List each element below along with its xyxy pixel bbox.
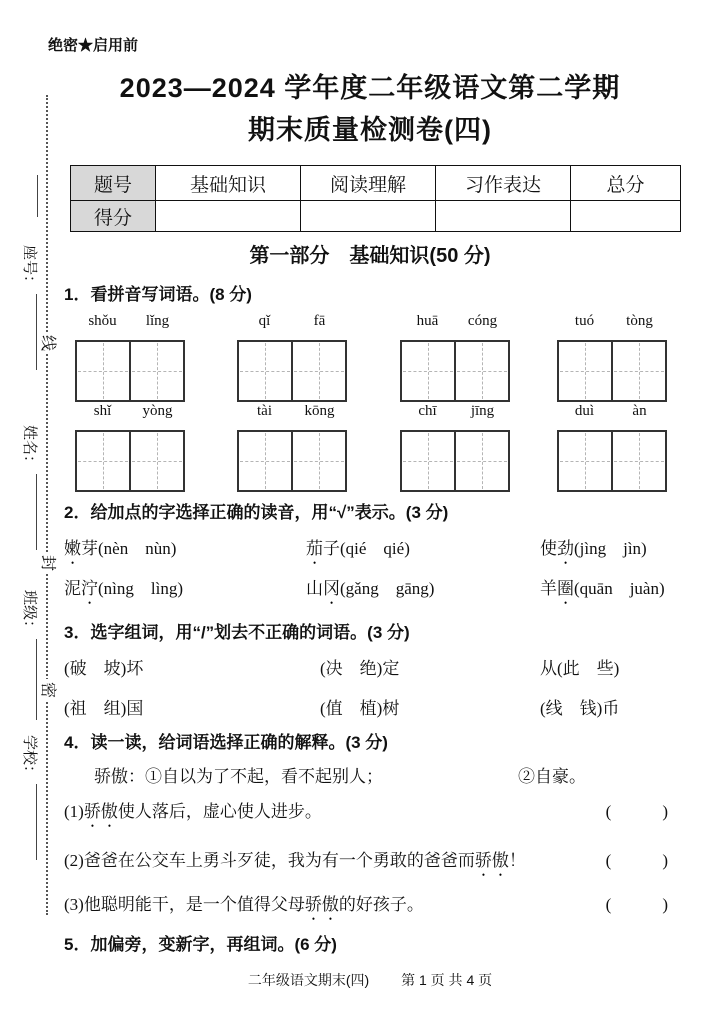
grid-cell (291, 342, 345, 400)
pinyin-syllable: chī (418, 403, 437, 419)
question-4-stem: 4．读一读，给词语选择正确的解释。(3 分) (64, 733, 388, 752)
name-label: 姓名： (21, 425, 37, 471)
writing-grid (400, 340, 510, 402)
writing-grid (237, 430, 347, 492)
dotted-char: 嫩 (64, 539, 81, 558)
page-footer (60, 970, 680, 990)
q2-option: 茄子(qié qié) (306, 539, 410, 558)
seat-number-label: 座号： (21, 245, 37, 291)
paper-title-line2: 期末质量检测卷(四) (248, 115, 492, 145)
class-label: 班级： (21, 590, 37, 636)
score-cell-total (571, 201, 681, 232)
pinyin-syllable: huā (416, 313, 439, 329)
grid-cell (611, 342, 665, 400)
pinyin-syllable: tài (257, 403, 272, 419)
dotted-char: 圈 (557, 579, 574, 598)
pinyin-pair (237, 403, 347, 420)
q4-sentence: (1)骄傲使人落后，虚心使人进步。 (64, 802, 322, 821)
pinyin-pair (237, 313, 347, 330)
q4-item (64, 846, 676, 880)
q2-option: 山冈(gǎng gāng) (306, 579, 435, 598)
grid-cell (402, 432, 454, 490)
grid-cell (239, 432, 291, 490)
grid-cell (559, 432, 611, 490)
writing-grid (400, 430, 510, 492)
q2-option: 泥泞(nìng lìng) (64, 579, 183, 598)
dotted-char: 茄 (306, 539, 323, 558)
pinyin-syllable: qǐ (258, 313, 271, 329)
answer-bracket: ( ) (605, 851, 668, 870)
q2-option: 使劲(jìng jìn) (540, 539, 647, 558)
pinyin-syllable: yòng (142, 403, 173, 419)
margin-field-name (18, 425, 40, 550)
q4-item (64, 890, 676, 924)
pinyin-syllable: fā (313, 313, 326, 329)
dotted-word: 骄傲 (474, 851, 509, 870)
q3-option: (破 坡)坏 (64, 659, 144, 678)
grid-cell (129, 342, 183, 400)
pinyin-pair (400, 313, 510, 330)
margin-field-class (18, 590, 40, 720)
q3-option: (祖 组)国 (64, 699, 144, 718)
q2-option: 嫩芽(nèn nùn) (64, 539, 177, 558)
pinyin-syllable: shǒu (88, 313, 117, 329)
grid-cell (77, 432, 129, 490)
paper-title-line1: 2023—2024 学年度二年级语文第二学期 (119, 73, 621, 103)
dotted-char: 劲 (557, 539, 574, 558)
pinyin-syllable: jīng (470, 403, 495, 419)
margin-lead-line (37, 175, 38, 217)
class-blank (18, 639, 37, 720)
seal-char-mi: 密 (36, 679, 58, 701)
q3-options-row (64, 694, 680, 719)
question-2-stem: 2．给加点的字选择正确的读音，用“√”表示。(3 分) (64, 503, 449, 522)
footer-paper-name: 二年级语文期末(四) (247, 972, 370, 988)
q4-definition-2: ②自豪。 (518, 767, 586, 786)
grid-cell (77, 342, 129, 400)
score-table-header-question: 题号 (71, 166, 156, 201)
score-table-header-reading: 阅读理解 (301, 166, 436, 201)
seal-dotted-line (46, 95, 48, 915)
writing-grid (75, 340, 185, 402)
dotted-char: 冈 (323, 579, 340, 598)
pinyin-pair (75, 403, 185, 420)
score-table-header-total: 总分 (571, 166, 681, 201)
writing-grid (557, 340, 667, 402)
grid-cell (454, 432, 508, 490)
q4-item (64, 797, 676, 831)
secrecy-label: 绝密★启用前 (48, 37, 139, 54)
grid-cell (402, 342, 454, 400)
q4-definition-1: 骄傲：①自以为了不起，看不起别人； (94, 767, 383, 786)
pinyin-syllable: lǐng (145, 313, 170, 329)
pinyin-syllable: àn (632, 403, 647, 419)
pinyin-pair (557, 313, 667, 330)
school-label: 学校： (21, 735, 37, 781)
q4-sentence: (3)他聪明能干，是一个值得父母骄傲的好孩子。 (64, 895, 424, 914)
score-table (70, 165, 681, 232)
pinyin-syllable: cóng (467, 313, 498, 329)
answer-bracket: ( ) (605, 895, 668, 914)
score-row-label: 得分 (71, 201, 156, 232)
q3-option: (决 绝)定 (320, 659, 400, 678)
pinyin-syllable: tuó (574, 313, 595, 329)
pinyin-pair (75, 313, 185, 330)
q2-option: 羊圈(quān juàn) (540, 579, 665, 598)
pinyin-syllable: duì (574, 403, 595, 419)
writing-grid (237, 340, 347, 402)
question-3-stem: 3．选字组词，用“/”划去不正确的词语。(3 分) (64, 623, 410, 642)
pinyin-pair (557, 403, 667, 420)
score-table-header-writing: 习作表达 (436, 166, 571, 201)
writing-grid (557, 430, 667, 492)
section-1-title: 第一部分 基础知识(50 分) (249, 245, 491, 267)
pinyin-syllable: tòng (626, 313, 653, 329)
q2-options-row (64, 534, 680, 568)
grid-cell (291, 432, 345, 490)
grid-cell (611, 432, 665, 490)
q2-options-row (64, 574, 680, 608)
grid-cell (454, 342, 508, 400)
pinyin-pair (400, 403, 510, 420)
dotted-char: 泞 (81, 579, 98, 598)
grid-cell (129, 432, 183, 490)
dotted-word: 骄傲 (304, 895, 339, 914)
q3-option: (值 植)树 (320, 699, 400, 718)
school-blank (18, 784, 37, 860)
q3-option: (线 钱)币 (540, 699, 620, 718)
writing-grid (75, 430, 185, 492)
score-cell-reading (301, 201, 436, 232)
footer-page-info: 第 1 页 共 4 页 (401, 972, 493, 988)
seal-char-feng: 封 (36, 552, 58, 574)
score-cell-basics (156, 201, 301, 232)
question-1-stem: 1．看拼音写词语。(8 分) (64, 285, 252, 304)
q4-sentence: (2)爸爸在公交车上勇斗歹徒，我为有一个勇敢的爸爸而骄傲！ (64, 851, 526, 870)
dotted-word: 骄傲 (83, 802, 118, 821)
pinyin-syllable: kōng (304, 403, 335, 419)
score-table-header-basics: 基础知识 (156, 166, 301, 201)
seat-number-blank (18, 294, 37, 370)
margin-field-seat-number (18, 245, 40, 370)
grid-cell (239, 342, 291, 400)
q3-option: 从(此 些) (540, 659, 620, 678)
margin-field-school (18, 735, 40, 860)
pinyin-syllable: shǐ (93, 403, 112, 419)
seal-char-xian: 线 (36, 332, 58, 354)
score-cell-writing (436, 201, 571, 232)
q3-options-row (64, 654, 680, 679)
name-blank (18, 474, 37, 550)
question-5-stem: 5．加偏旁，变新字，再组词。(6 分) (64, 935, 337, 954)
grid-cell (559, 342, 611, 400)
answer-bracket: ( ) (605, 802, 668, 821)
